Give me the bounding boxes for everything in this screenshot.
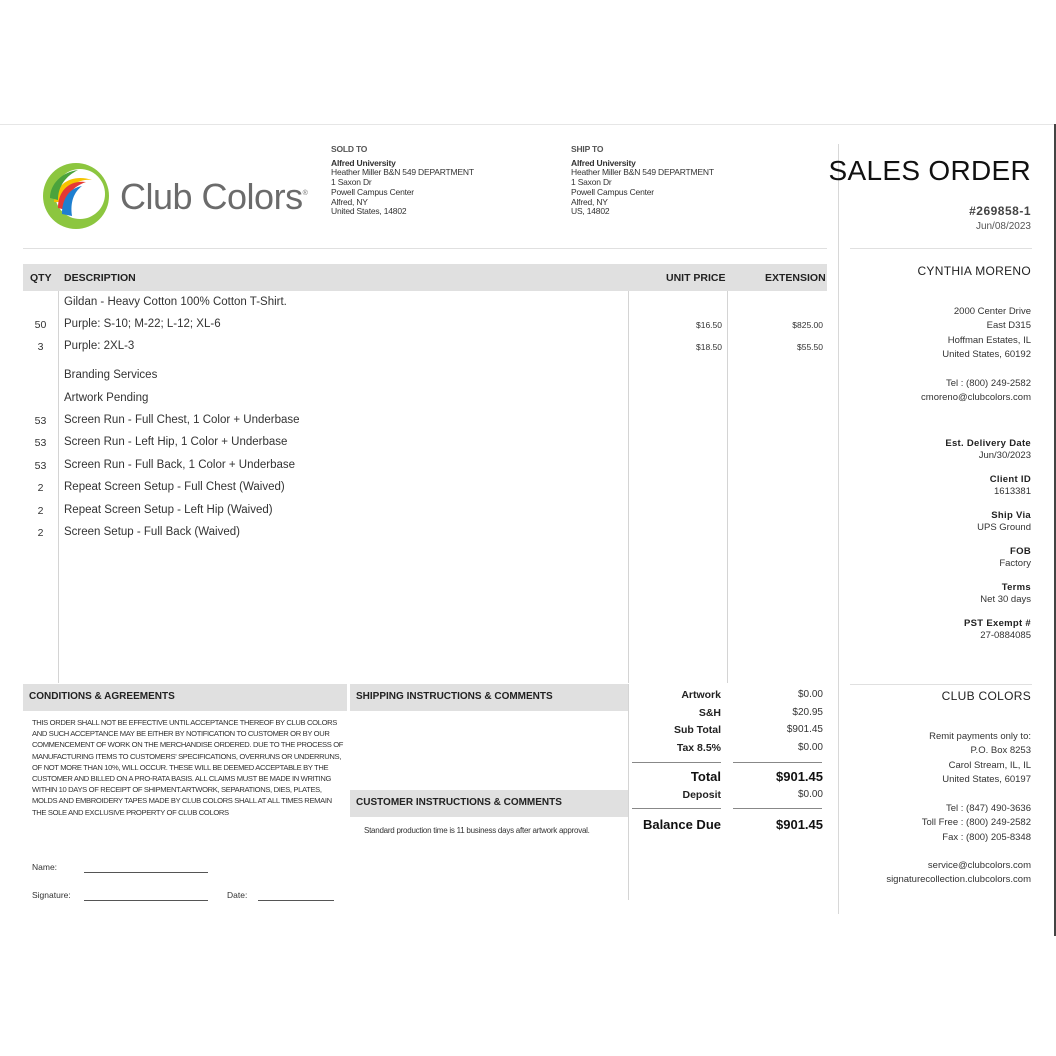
qty-header: QTY bbox=[30, 272, 52, 284]
line-item-row bbox=[23, 412, 827, 432]
totals-left-line bbox=[628, 684, 629, 900]
sold-to-line: 1 Saxon Dr bbox=[331, 177, 372, 188]
date-line[interactable] bbox=[258, 900, 334, 901]
rep-email[interactable]: cmoreno@clubcolors.com bbox=[921, 392, 1031, 404]
remit-address-line: Carol Stream, IL, IL bbox=[948, 759, 1031, 771]
row-qty: 3 bbox=[37, 341, 44, 353]
row-description: Repeat Screen Setup - Left Hip (Waived) bbox=[64, 504, 273, 516]
artwork-value: $0.00 bbox=[797, 689, 823, 700]
ship-via-value: UPS Ground bbox=[977, 522, 1031, 533]
line-item-row bbox=[23, 524, 827, 544]
row-description: Screen Run - Left Hip, 1 Color + Underbase bbox=[64, 436, 288, 448]
row-description: Repeat Screen Setup - Full Chest (Waived) bbox=[64, 481, 285, 493]
terms-label: Terms bbox=[1001, 582, 1031, 593]
company-email[interactable]: service@clubcolors.com bbox=[927, 860, 1031, 871]
sales-order-title: SALES ORDER bbox=[828, 155, 1031, 186]
company-website[interactable]: signaturecollection.clubcolors.com bbox=[886, 874, 1031, 886]
conditions-heading: CONDITIONS & AGREEMENTS bbox=[23, 684, 347, 711]
totals-rule bbox=[733, 808, 822, 809]
row-unit-price: $18.50 bbox=[696, 342, 722, 352]
row-description: Artwork Pending bbox=[64, 392, 149, 404]
line-item-row bbox=[23, 457, 827, 477]
signature-line[interactable] bbox=[84, 900, 208, 901]
conditions-text: THIS ORDER SHALL NOT BE EFFECTIVE UNTIL ACCEPTANCE THEREOF BY CLUB COLORS AND SUCH ACCEPTANCE MAY BE EITHER BY NOTIFICATION TO CUSTOMER OR BY OUR COMMENCEMENT OF WORK ON THE MERCHANDISE ORDERED. DUE TO THE PROCESS OF MANUFACTURING ITEMS TO CUSTOMERS' SPECIFICATIONS, OVERRUNS OR UNDERRUNS, OF NOT MORE THAN 10%, WILL OCCUR. THESE WILL BE DEEMED ACCEPTABLE BY THE CUSTOMER AND BILLED ON A PRO-RATA BASIS. ALL CLAIMS MUST BE MADE IN WRITING WITHIN 10 DAYS OF RECEIPT OF SHIPMENT.ARTWORK, SEPARATIONS, DIES, PLATES, MOLDS AND EMBROIDERY TAPES MADE BY CLUB COLORS SHALL AT ALL TIMES REMAIN THE SOLE AND EXCLUSIVE PROPERTY OF CLUB COLORS bbox=[32, 718, 344, 817]
order-date: Jun/08/2023 bbox=[975, 221, 1031, 232]
total-value: $901.45 bbox=[776, 769, 823, 784]
right-divider-bottom bbox=[850, 684, 1032, 685]
totals-rule bbox=[632, 808, 721, 809]
client-id-value: 1613381 bbox=[994, 486, 1031, 497]
customer-instructions-note: Standard production time is 11 business days after artwork approval. bbox=[364, 826, 590, 835]
row-unit-price: $16.50 bbox=[696, 320, 722, 330]
remit-address-line: United States, 60197 bbox=[942, 773, 1031, 785]
line-item-row bbox=[23, 367, 827, 387]
ship-to-line: US, 14802 bbox=[571, 206, 610, 217]
ship-to-line: 1 Saxon Dr bbox=[571, 177, 612, 188]
ship-to-line: Powell Campus Center bbox=[571, 186, 654, 197]
est-delivery-label: Est. Delivery Date bbox=[945, 438, 1031, 449]
line-item-row bbox=[23, 390, 827, 410]
row-qty: 53 bbox=[34, 415, 47, 427]
artwork-label: Artwork bbox=[681, 689, 721, 701]
est-delivery-value: Jun/30/2023 bbox=[978, 450, 1031, 461]
row-qty: 2 bbox=[37, 527, 44, 539]
deposit-label: Deposit bbox=[682, 789, 721, 801]
row-description: Gildan - Heavy Cotton 100% Cotton T-Shirt. bbox=[64, 296, 287, 308]
line-item-row bbox=[23, 294, 827, 314]
row-description: Branding Services bbox=[64, 369, 158, 381]
club-colors-logo bbox=[40, 158, 308, 234]
date-label: Date: bbox=[227, 890, 248, 900]
company-name: CLUB COLORS bbox=[941, 689, 1031, 703]
unit-price-header: UNIT PRICE bbox=[666, 272, 726, 284]
logo-wordmark: Club Colors® bbox=[120, 176, 308, 217]
name-label: Name: bbox=[32, 862, 58, 872]
sold-to-heading: SOLD TO bbox=[331, 144, 368, 154]
name-line[interactable] bbox=[84, 872, 208, 873]
subtotal-label: Sub Total bbox=[673, 724, 721, 736]
tax-value: $0.00 bbox=[797, 742, 823, 753]
tax-label: Tax 8.5% bbox=[676, 742, 721, 754]
sh-value: $20.95 bbox=[792, 707, 823, 718]
line-items-header bbox=[23, 264, 827, 291]
row-description: Screen Run - Full Chest, 1 Color + Underbase bbox=[64, 414, 300, 426]
totals-rule bbox=[733, 762, 822, 763]
balance-due-value: $901.45 bbox=[776, 817, 823, 832]
extension-header: EXTENSION bbox=[765, 272, 826, 284]
line-item-row bbox=[23, 316, 827, 336]
right-column-divider bbox=[838, 144, 839, 914]
sold-to-block bbox=[331, 145, 474, 217]
subtotal-value: $901.45 bbox=[786, 724, 823, 735]
company-phones bbox=[922, 802, 1031, 845]
sh-label: S&H bbox=[698, 707, 721, 719]
rep-tel: Tel : (800) 249-2582 bbox=[945, 378, 1031, 389]
remit-address-line: P.O. Box 8253 bbox=[970, 745, 1031, 757]
ship-to-line: Heather Miller B&N 549 DEPARTMENT bbox=[571, 167, 714, 178]
ship-to-line: Alfred, NY bbox=[571, 196, 608, 207]
line-item-row bbox=[23, 479, 827, 499]
row-description: Screen Setup - Full Back (Waived) bbox=[64, 526, 240, 538]
rep-address-line: United States, 60192 bbox=[942, 348, 1031, 360]
line-item-row bbox=[23, 338, 827, 358]
totals-rule bbox=[632, 762, 721, 763]
customer-instructions-heading: CUSTOMER INSTRUCTIONS & COMMENTS bbox=[350, 790, 628, 817]
order-number: #269858-1 bbox=[969, 204, 1031, 218]
line-item-row bbox=[23, 434, 827, 454]
sold-to-line: Powell Campus Center bbox=[331, 186, 414, 197]
rep-address-line: 2000 Center Drive bbox=[953, 306, 1031, 317]
rep-address-line: East D315 bbox=[986, 320, 1031, 332]
sold-to-line: United States, 14802 bbox=[331, 206, 407, 217]
deposit-value: $0.00 bbox=[797, 789, 823, 800]
row-extension: $55.50 bbox=[797, 342, 823, 352]
description-header: DESCRIPTION bbox=[64, 272, 136, 284]
ship-to-name: Alfred University bbox=[571, 157, 636, 168]
remit-label: Remit payments only to: bbox=[929, 731, 1031, 742]
terms-value: Net 30 days bbox=[980, 594, 1031, 605]
row-extension: $825.00 bbox=[792, 320, 823, 330]
company-tollfree: Toll Free : (800) 249-2582 bbox=[921, 817, 1031, 829]
sales-rep-name: CYNTHIA MORENO bbox=[917, 264, 1031, 278]
client-id-label: Client ID bbox=[989, 474, 1031, 485]
company-tel: Tel : (847) 490-3636 bbox=[945, 803, 1031, 814]
row-qty: 2 bbox=[37, 482, 44, 494]
row-description: Screen Run - Full Back, 1 Color + Underbase bbox=[64, 459, 296, 471]
remit-block bbox=[929, 730, 1031, 787]
pst-exempt-label: PST Exempt # bbox=[964, 618, 1031, 629]
row-qty: 50 bbox=[34, 319, 47, 331]
signature-label: Signature: bbox=[32, 890, 71, 900]
row-qty: 2 bbox=[37, 505, 44, 517]
rep-address-line: Hoffman Estates, IL bbox=[947, 334, 1031, 346]
logo-swirl-icon bbox=[40, 158, 116, 234]
ship-to-heading: SHIP TO bbox=[571, 144, 604, 154]
row-description: Purple: S-10; M-22; L-12; XL-6 bbox=[64, 318, 221, 330]
sold-to-line: Heather Miller B&N 549 DEPARTMENT bbox=[331, 167, 474, 178]
total-label: Total bbox=[690, 769, 721, 784]
balance-due-label: Balance Due bbox=[642, 817, 721, 832]
company-links bbox=[886, 859, 1031, 888]
header-divider bbox=[23, 248, 827, 249]
ship-to-block bbox=[571, 145, 714, 217]
fob-value: Factory bbox=[999, 558, 1031, 569]
sales-rep-address bbox=[942, 305, 1031, 362]
sold-to-line: Alfred, NY bbox=[331, 196, 368, 207]
ship-via-label: Ship Via bbox=[991, 510, 1031, 521]
row-qty: 53 bbox=[34, 460, 47, 472]
row-qty: 53 bbox=[34, 437, 47, 449]
fob-label: FOB bbox=[1010, 546, 1031, 557]
sold-to-name: Alfred University bbox=[331, 157, 396, 168]
pst-exempt-value: 27-0884085 bbox=[980, 630, 1031, 641]
shipping-instructions-heading: SHIPPING INSTRUCTIONS & COMMENTS bbox=[350, 684, 628, 711]
row-description: Purple: 2XL-3 bbox=[64, 340, 135, 352]
sales-rep-contact bbox=[921, 377, 1031, 406]
right-divider-top bbox=[850, 248, 1032, 249]
company-fax: Fax : (800) 205-8348 bbox=[942, 831, 1031, 843]
line-item-row bbox=[23, 502, 827, 522]
